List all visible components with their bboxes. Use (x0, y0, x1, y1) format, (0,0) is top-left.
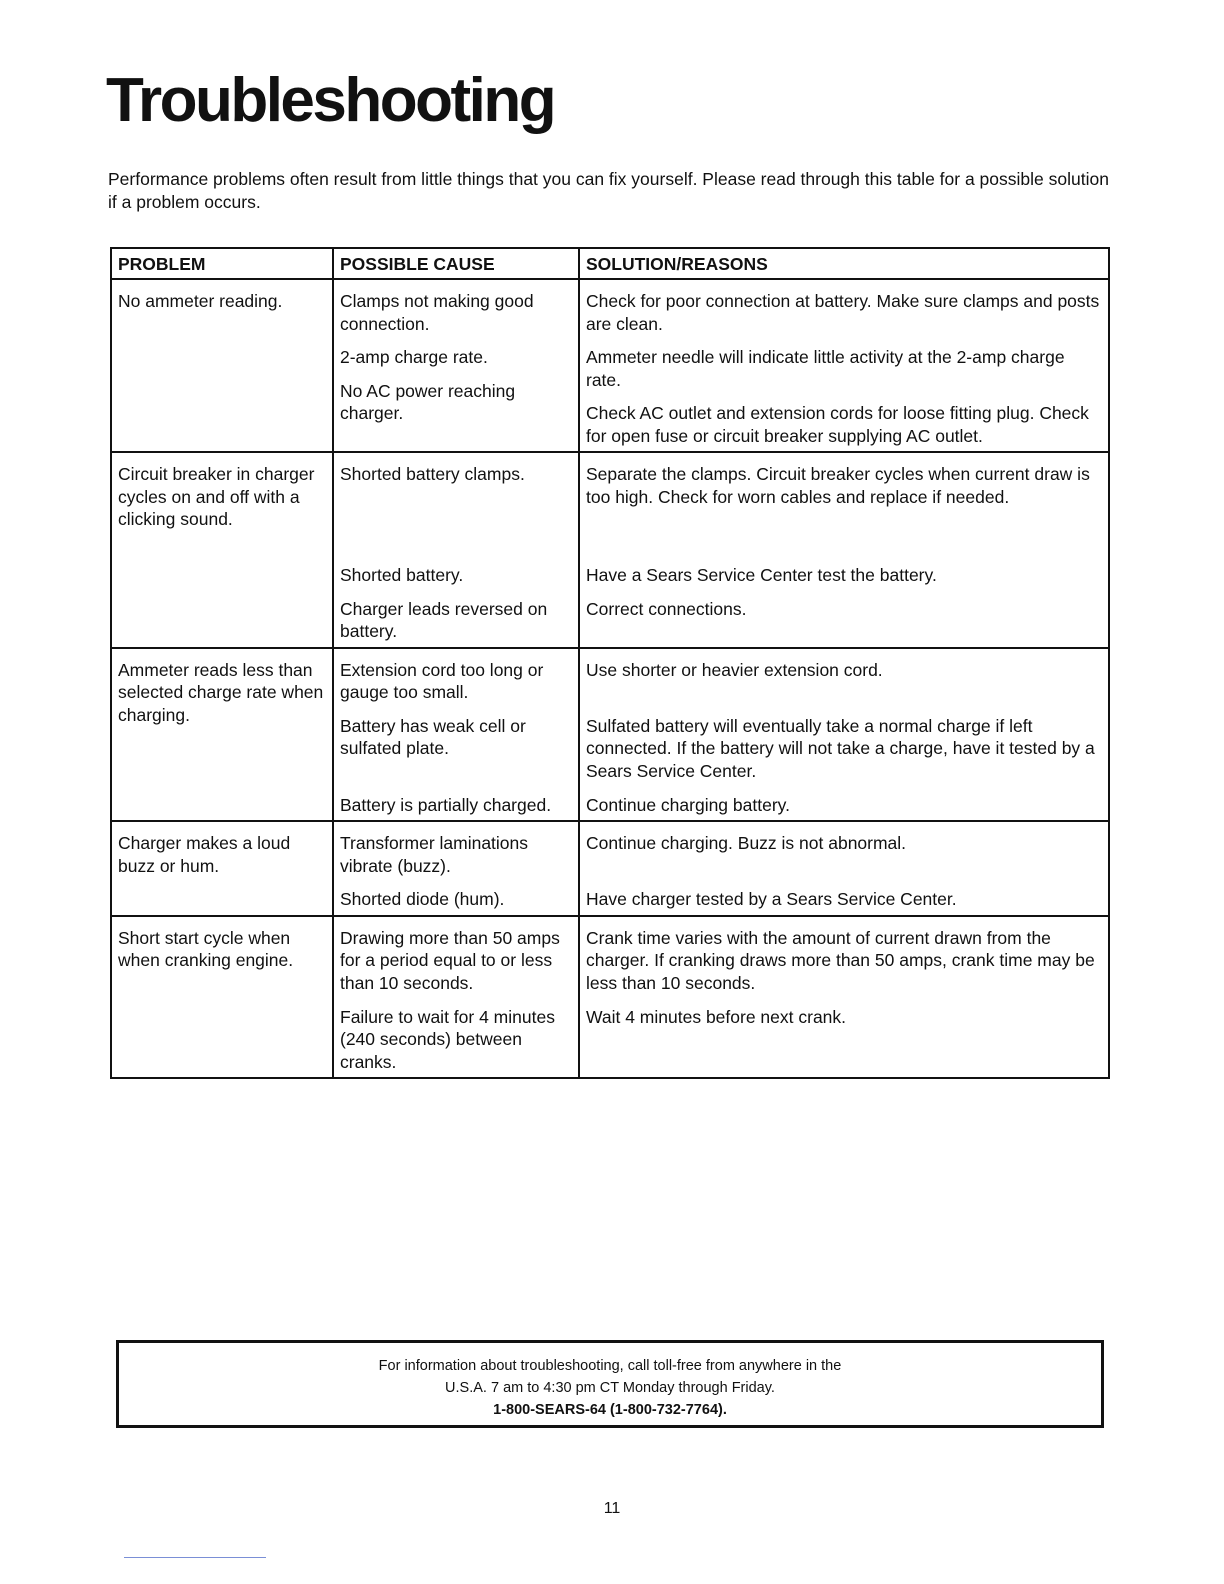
cause-cell (333, 821, 579, 916)
solution-cell (579, 916, 1109, 1079)
table-row (111, 821, 1109, 916)
intro-paragraph: Performance problems often result from little things that you can fix yourself. Please read through this table for a possible solution if a problem occurs. (108, 169, 1109, 212)
cause-text: Transformer laminations vibrate (buzz). (340, 833, 529, 876)
header-possible-cause: POSSIBLE CAUSE (333, 248, 579, 279)
cause-text: Battery has weak cell or sulfated plate. (340, 715, 526, 758)
solution-text: Use shorter or heavier extension cord. (586, 659, 883, 680)
info-line-2: U.S.A. 7 am to 4:30 pm CT Monday through Friday. (445, 1380, 775, 1396)
table-row (111, 279, 1109, 452)
solution-text: Continue charging battery. (586, 794, 790, 815)
page-number: 11 (603, 1500, 621, 1517)
cause-cell (333, 452, 579, 648)
header-solution-reasons: SOLUTION/REASONS (579, 248, 1109, 279)
solution-text: Ammeter needle will indicate little activity at the 2-amp charge rate. (586, 347, 1065, 390)
cause-text: 2-amp charge rate. (340, 347, 488, 367)
cause-cell (333, 279, 579, 452)
solution-cell (579, 452, 1109, 648)
cause-cell (333, 916, 579, 1079)
solution-text: Check for poor connection at battery. Make sure clamps and posts are clean. (586, 291, 1100, 334)
phone-number: 1-800-SEARS-64 (1-800-732-7764). (493, 1402, 727, 1418)
troubleshooting-table (110, 247, 1110, 1079)
info-line-1: For information about troubleshooting, call toll-free from anywhere in the (378, 1358, 842, 1374)
problem-cell: Short start cycle when when cranking engine. (111, 916, 333, 1079)
header-problem: PROBLEM (111, 248, 333, 279)
cause-text: Clamps not making good connection. (340, 291, 534, 334)
cause-text: Charger leads reversed on battery. (340, 598, 548, 641)
problem-cell: Charger makes a loud buzz or hum. (111, 821, 333, 916)
solution-text: Sulfated battery will eventually take a normal charge if left connected. If the battery will not take a charge, have it tested by a Sears Service Center. (586, 715, 1095, 781)
solution-cell (579, 648, 1109, 822)
scan-artifact-line (124, 1557, 266, 1558)
solution-text: Have charger tested by a Sears Service Center. (586, 889, 957, 909)
table-row (111, 916, 1109, 1079)
solution-text: Wait 4 minutes before next crank. (586, 1006, 847, 1027)
problem-cell: Ammeter reads less than selected charge rate when charging. (111, 648, 333, 822)
cause-text: Failure to wait for 4 minutes (240 seconds) between cranks. (340, 1006, 555, 1072)
solution-text: Continue charging. Buzz is not abnormal. (586, 833, 907, 853)
solution-text: Separate the clamps. Circuit breaker cycles when current draw is too high. Check for worn cables and replace if needed. (586, 464, 1090, 507)
solution-text: Correct connections. (586, 598, 747, 619)
solution-text: Check AC outlet and extension cords for loose fitting plug. Check for open fuse or circuit breaker supplying AC outlet. (586, 403, 1089, 446)
table-row (111, 648, 1109, 822)
toll-free-info-box (116, 1340, 1104, 1428)
table-header-row (111, 248, 1109, 279)
cause-cell (333, 648, 579, 822)
problem-cell: No ammeter reading. (111, 279, 333, 452)
solution-text: Crank time varies with the amount of current drawn from the charger. If cranking draws more than 50 amps, crank time may be less than 10 seconds. (586, 927, 1095, 993)
cause-text: Shorted battery. (340, 565, 464, 585)
table-row (111, 452, 1109, 648)
cause-text: Drawing more than 50 amps for a period equal to or less than 10 seconds. (340, 927, 560, 993)
problem-cell: Circuit breaker in charger cycles on and off with a clicking sound. (111, 452, 333, 648)
cause-text: Extension cord too long or gauge too small. (340, 659, 544, 702)
solution-cell (579, 279, 1109, 452)
cause-text: Shorted battery clamps. (340, 464, 525, 484)
solution-text: Have a Sears Service Center test the battery. (586, 565, 937, 585)
page-title: Troubleshooting (106, 66, 555, 135)
cause-text: No AC power reaching charger. (340, 380, 516, 423)
solution-cell (579, 821, 1109, 916)
cause-text: Battery is partially charged. (340, 794, 552, 815)
cause-text: Shorted diode (hum). (340, 889, 505, 909)
